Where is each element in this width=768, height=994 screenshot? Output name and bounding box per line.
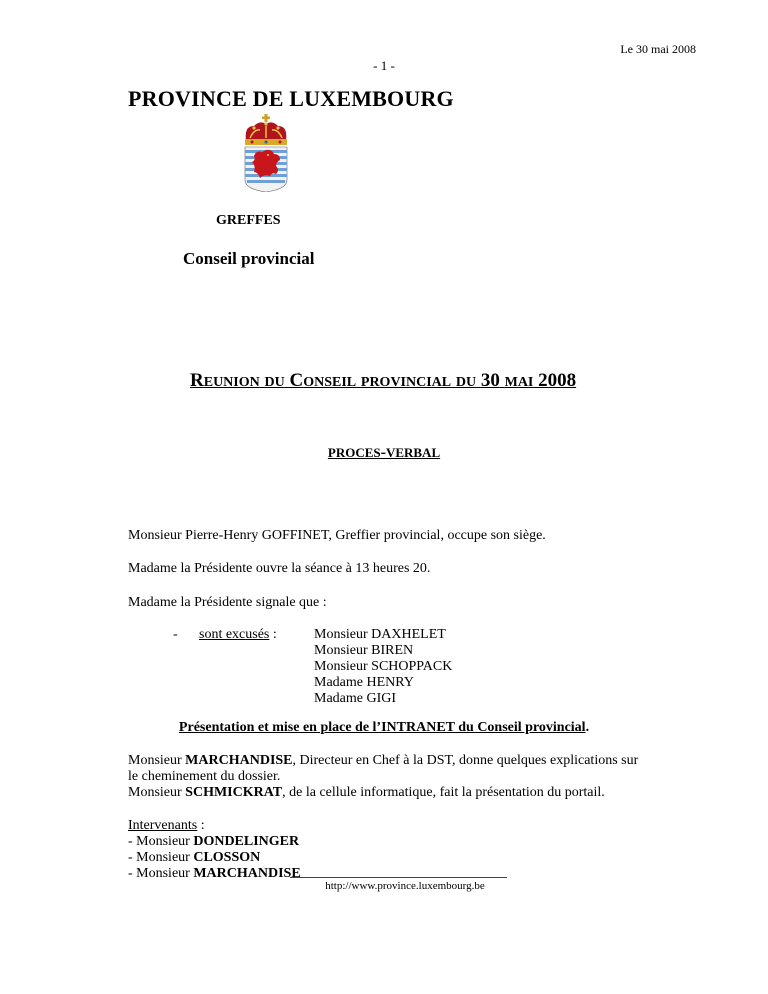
department-label: GREFFES bbox=[216, 213, 281, 228]
body-name: Conseil provincial bbox=[183, 249, 315, 268]
meeting-title-w3-rest: ONSEIL bbox=[303, 375, 357, 390]
section-title-period: . bbox=[585, 720, 590, 735]
line1-rest: , Directeur en Chef à la DST, donne quelques explications sur bbox=[292, 753, 639, 768]
person-name: DONDELINGER bbox=[193, 834, 300, 849]
prefix: Monsieur bbox=[128, 785, 186, 800]
meeting-title-w2: DU bbox=[264, 375, 285, 390]
person-name: CLOSSON bbox=[193, 850, 261, 865]
section-title-text: Présentation et mise en place de l’INTRANET du Conseil provincial bbox=[178, 720, 586, 735]
greffier-paragraph: Monsieur Pierre-Henry GOFFINET, Greffier provincial, occupe son siège. bbox=[128, 528, 546, 543]
list-item: Madame HENRY bbox=[314, 675, 414, 690]
section-title bbox=[0, 720, 768, 736]
line2: le cheminement du dossier. bbox=[128, 769, 281, 784]
intervenants-colon: : bbox=[197, 818, 205, 833]
proces-verbal-heading bbox=[0, 444, 768, 462]
pv-part-a: PROCES bbox=[327, 445, 381, 460]
coat-of-arms-icon bbox=[240, 114, 292, 192]
list-item: Madame GIGI bbox=[314, 691, 397, 706]
signale-paragraph: Madame la Présidente signale que : bbox=[128, 595, 327, 610]
list-item bbox=[128, 834, 301, 850]
page-number: - 1 - bbox=[373, 58, 395, 73]
excuses-dash: - bbox=[173, 627, 178, 642]
footer-url: http://www.province.luxembourg.be bbox=[325, 880, 485, 892]
prefix: - Monsieur bbox=[128, 834, 194, 849]
prefix: - Monsieur bbox=[128, 866, 194, 881]
ouverture-paragraph: Madame la Présidente ouvre la séance à 13 heures 20. bbox=[128, 561, 431, 576]
list-item bbox=[128, 850, 301, 866]
meeting-title-w5: DU bbox=[455, 375, 477, 390]
rest: , de la cellule informatique, fait la présentation du portail. bbox=[282, 785, 605, 800]
meeting-title-year: 2008 bbox=[538, 370, 577, 391]
meeting-title-w1-rest: EUNION bbox=[203, 375, 260, 390]
prefix: Monsieur bbox=[128, 753, 186, 768]
meeting-title-w4: PROVINCIAL bbox=[360, 375, 452, 390]
province-title: PROVINCE DE LUXEMBOURG bbox=[128, 86, 454, 111]
excuses-colon: : bbox=[269, 627, 277, 642]
intervenants-block bbox=[128, 818, 301, 882]
list-item: Monsieur DAXHELET bbox=[314, 627, 446, 642]
meeting-title-w3-initial: C bbox=[289, 370, 304, 391]
excuses-label: sont excusés bbox=[199, 627, 270, 642]
meeting-title-day: 30 bbox=[480, 370, 500, 391]
meeting-title bbox=[190, 370, 576, 392]
pv-part-b: VERBAL bbox=[385, 445, 441, 460]
document-date: Le 30 mai 2008 bbox=[620, 42, 696, 56]
schmickrat-paragraph bbox=[128, 785, 708, 801]
list-item: Monsieur BIREN bbox=[314, 643, 414, 658]
person-name: MARCHANDISE bbox=[193, 866, 301, 881]
prefix: - Monsieur bbox=[128, 850, 194, 865]
person-name: MARCHANDISE bbox=[185, 753, 293, 768]
footer-divider bbox=[290, 877, 507, 878]
meeting-title-w1-initial: R bbox=[190, 370, 204, 391]
excused-list bbox=[314, 627, 452, 707]
pv-dash: - bbox=[380, 444, 386, 461]
excuses-label-group bbox=[199, 627, 277, 643]
intervenants-label: Intervenants bbox=[128, 818, 198, 833]
marchandise-paragraph bbox=[128, 753, 708, 785]
list-item: Monsieur SCHOPPACK bbox=[314, 659, 453, 674]
meeting-title-month: MAI bbox=[504, 375, 534, 390]
person-name: SCHMICKRAT bbox=[185, 785, 283, 800]
